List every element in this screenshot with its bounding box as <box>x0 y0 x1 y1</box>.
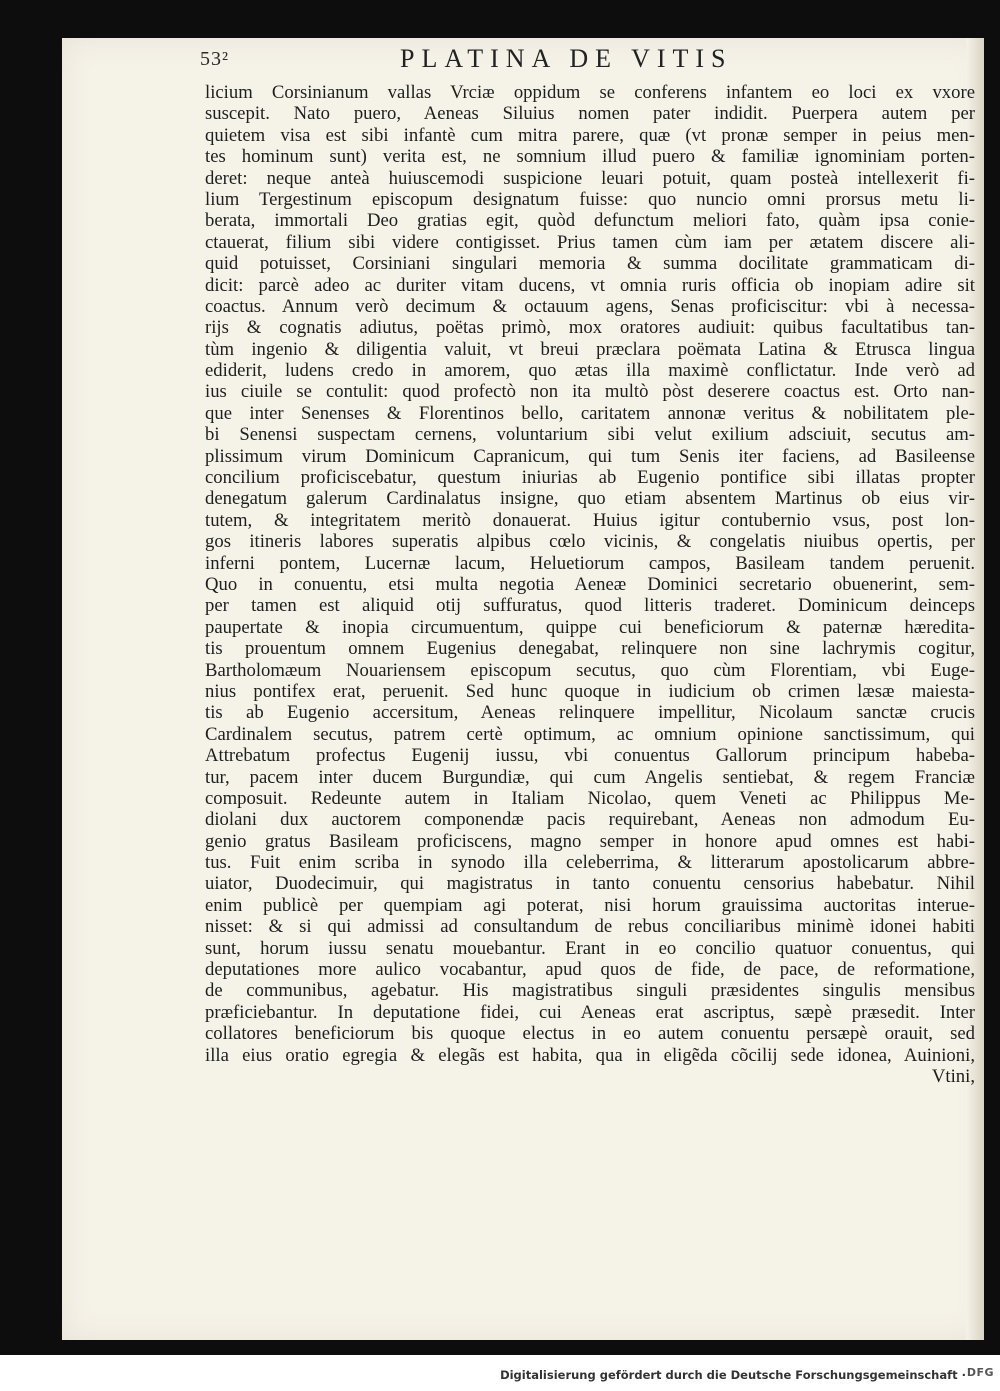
text-line: composuit. Redeunte autem in Italiam Nicolao, quem Veneti ac Philippus Me- <box>205 787 975 809</box>
text-line: rijs & cognatis adiutus, poëtas primò, mox oratores audiuit: quibus facultatibus tan- <box>205 317 975 339</box>
catchword: Vtini, <box>931 1065 975 1087</box>
text-line: bi Senensi suspectam cernens, voluntarium sibi velut exilium adsciuit, secutus am- <box>205 424 975 446</box>
text-line: lium Tergestinum episcopum designatum fuisse: quo nuncio omni prorsus metu li- <box>205 188 975 210</box>
text-line: quietem visa est sibi infantè cum mitra parere, quæ (vt pronæ semper in peius men- <box>205 124 975 146</box>
text-line: berata, immortali Deo gratias egit, quòd defunctum meliori fato, quàm ipsa conie- <box>205 210 975 232</box>
footer-credit: Digitalisierung gefördert durch die Deutsche Forschungsgemeinschaft · <box>500 1368 966 1382</box>
text-line: deputationes more aulico vocabantur, apud quos de fide, de pace, de reformatione, <box>205 959 975 981</box>
text-line: enim publicè per quempiam agi poterat, nisi horum grauissima auctoritas interue- <box>205 894 975 916</box>
text-line: illa eius oratio egregia & elegãs est habita, qua in eligẽda cõcilij sede idonea, Auinioni, <box>205 1044 975 1066</box>
text-line: tur, pacem inter ducem Burgundiæ, qui cum Angelis sentiebat, & regem Franciæ <box>205 766 975 788</box>
text-line: tis prouentum omnem Eugenius denegabat, relinquere non sine lachrymis cogitur, <box>205 638 975 660</box>
text-line: denegatum galerum Cardinalatus insigne, quo etiam absentem Martinus ob eius vir- <box>205 488 975 510</box>
text-line: genio gratus Basileam proficiscens, magno semper in honore apud omnes est habi- <box>205 830 975 852</box>
text-line: suscepit. Nato puero, Aeneas Siluius nomen pater indidit. Puerpera autem per <box>205 103 975 125</box>
text-line: collatores beneficiorum bis quoque electus in eo autem conuentu persæpè orauit, sed <box>205 1023 975 1045</box>
text-line: Attrebatum profectus Eugenij iussu, vbi conuentus Gallorum principum habeba- <box>205 745 975 767</box>
text-line: tùm ingenio & diligentia valuit, vt breui præclara poëmata Latina & Etrusca lingua <box>205 338 975 360</box>
text-line: Quo in conuentu, etsi multa negotia Aeneæ Dominici secretario obuenerint, sem- <box>205 573 975 595</box>
running-head: PLATINA DE VITIS <box>400 44 733 73</box>
text-line: Cardinalem secutus, patrem certè optimum, ac omnium opinione sanctissimum, qui <box>205 723 975 745</box>
text-line: de communibus, agebatur. His magistratibus singuli præsidentes singulis mensibus <box>205 980 975 1002</box>
text-line: licium Corsinianum vallas Vrciæ oppidum se conferens infantem eo loci ex vxore <box>205 82 975 103</box>
text-line: quid potuisset, Corsiniani singulari memoria & summa docilitate grammaticam di- <box>205 253 975 275</box>
text-line: inferni pontem, Lucernæ lacum, Heluetiorum campos, Basileam tandem peruenit. <box>205 552 975 574</box>
text-line: paupertate & inopia circumuentum, quippe cui beneficiorum & paternæ hæredita- <box>205 616 975 638</box>
text-line: præficiebantur. In deputatione fidei, cui Aeneas erat ascriptus, sæpè præsedit. Inter <box>205 1001 975 1023</box>
dfg-logo: DFG <box>966 1366 994 1379</box>
text-line: gos itineris labores superatis alpibus cœlo vicinis, & congelatis niuibus opertis, per <box>205 531 975 553</box>
text-line: plissimum virum Dominicum Capranicum, qui tum Senis iter faciens, ad Basileense <box>205 445 975 467</box>
text-line: ctauerat, filium sibi videre contigisset. Prius tamen cùm iam per ætatem discere ali- <box>205 231 975 253</box>
text-line: nius pontifex erat, peruenit. Sed hunc quoque in iudicium ob crimen læsæ maiesta- <box>205 680 975 702</box>
page-number: 53² <box>200 48 229 70</box>
text-line: coactus. Annum verò decimum & octauum agens, Senas proficiscitur: vbi à necessa- <box>205 295 975 317</box>
text-line: tes hominum sunt) verita est, ne somnium illud puero & familiæ ignominiam porten- <box>205 146 975 168</box>
text-line: dicit: parcè adeo ac duriter vitam ducens, vt omnia ruris officia ob inopiam adire sit <box>205 274 975 296</box>
text-line: ediderit, ludens credo in amorem, quo ætas illa maximè conflictatur. Inde verò ad <box>205 360 975 382</box>
text-line: que inter Senenses & Florentinos bello, caritatem annonæ veritus & nobilitatem ple- <box>205 402 975 424</box>
text-line: ius ciuile se contulit: quod profectò non ita multò pòst deserere coactus est. Orto nan- <box>205 381 975 403</box>
text-line: tus. Fuit enim scriba in synodo illa celeberrima, & litterarum apostolicarum abbre- <box>205 852 975 874</box>
text-line: concilium proficiscebatur, questum iniurias ab Eugenio pontifice sibi illatas propter <box>205 467 975 489</box>
text-line: tutem, & integritatem meritò donauerat. Huius igitur contubernio vsus, post lon- <box>205 509 975 531</box>
text-line: tis ab Eugenio accersitum, Aeneas relinquere impellitur, Nicolaum sanctæ crucis <box>205 702 975 724</box>
body-text <box>205 82 975 1087</box>
text-line: nisset: & si qui admissi ad consultandum de rebus conciliaribus minimè idonei habiti <box>205 916 975 938</box>
text-line: sunt, horum iussu senatu mouebantur. Erant in eo concilio quatuor conuentus, qui <box>205 937 975 959</box>
text-line: per tamen est aliquid otij suffuratus, quod litteris traderet. Dominicum deinceps <box>205 595 975 617</box>
text-line: deret: neque anteà huiuscemodi suspicione leuari potuit, quam posteà intellexerit fi- <box>205 167 975 189</box>
text-line: uiator, Duodecimuir, qui magistratus in tanto conuentu censorius habebatur. Nihil <box>205 873 975 895</box>
text-line: diolani dux auctorem componendæ pacis requirebant, Aeneas non admodum Eu- <box>205 809 975 831</box>
footer-bar <box>0 1358 1000 1391</box>
text-line: Bartholomæum Nouariensem episcopum secutus, quo cùm Florentiam, vbi Euge- <box>205 659 975 681</box>
page-header <box>200 44 820 76</box>
